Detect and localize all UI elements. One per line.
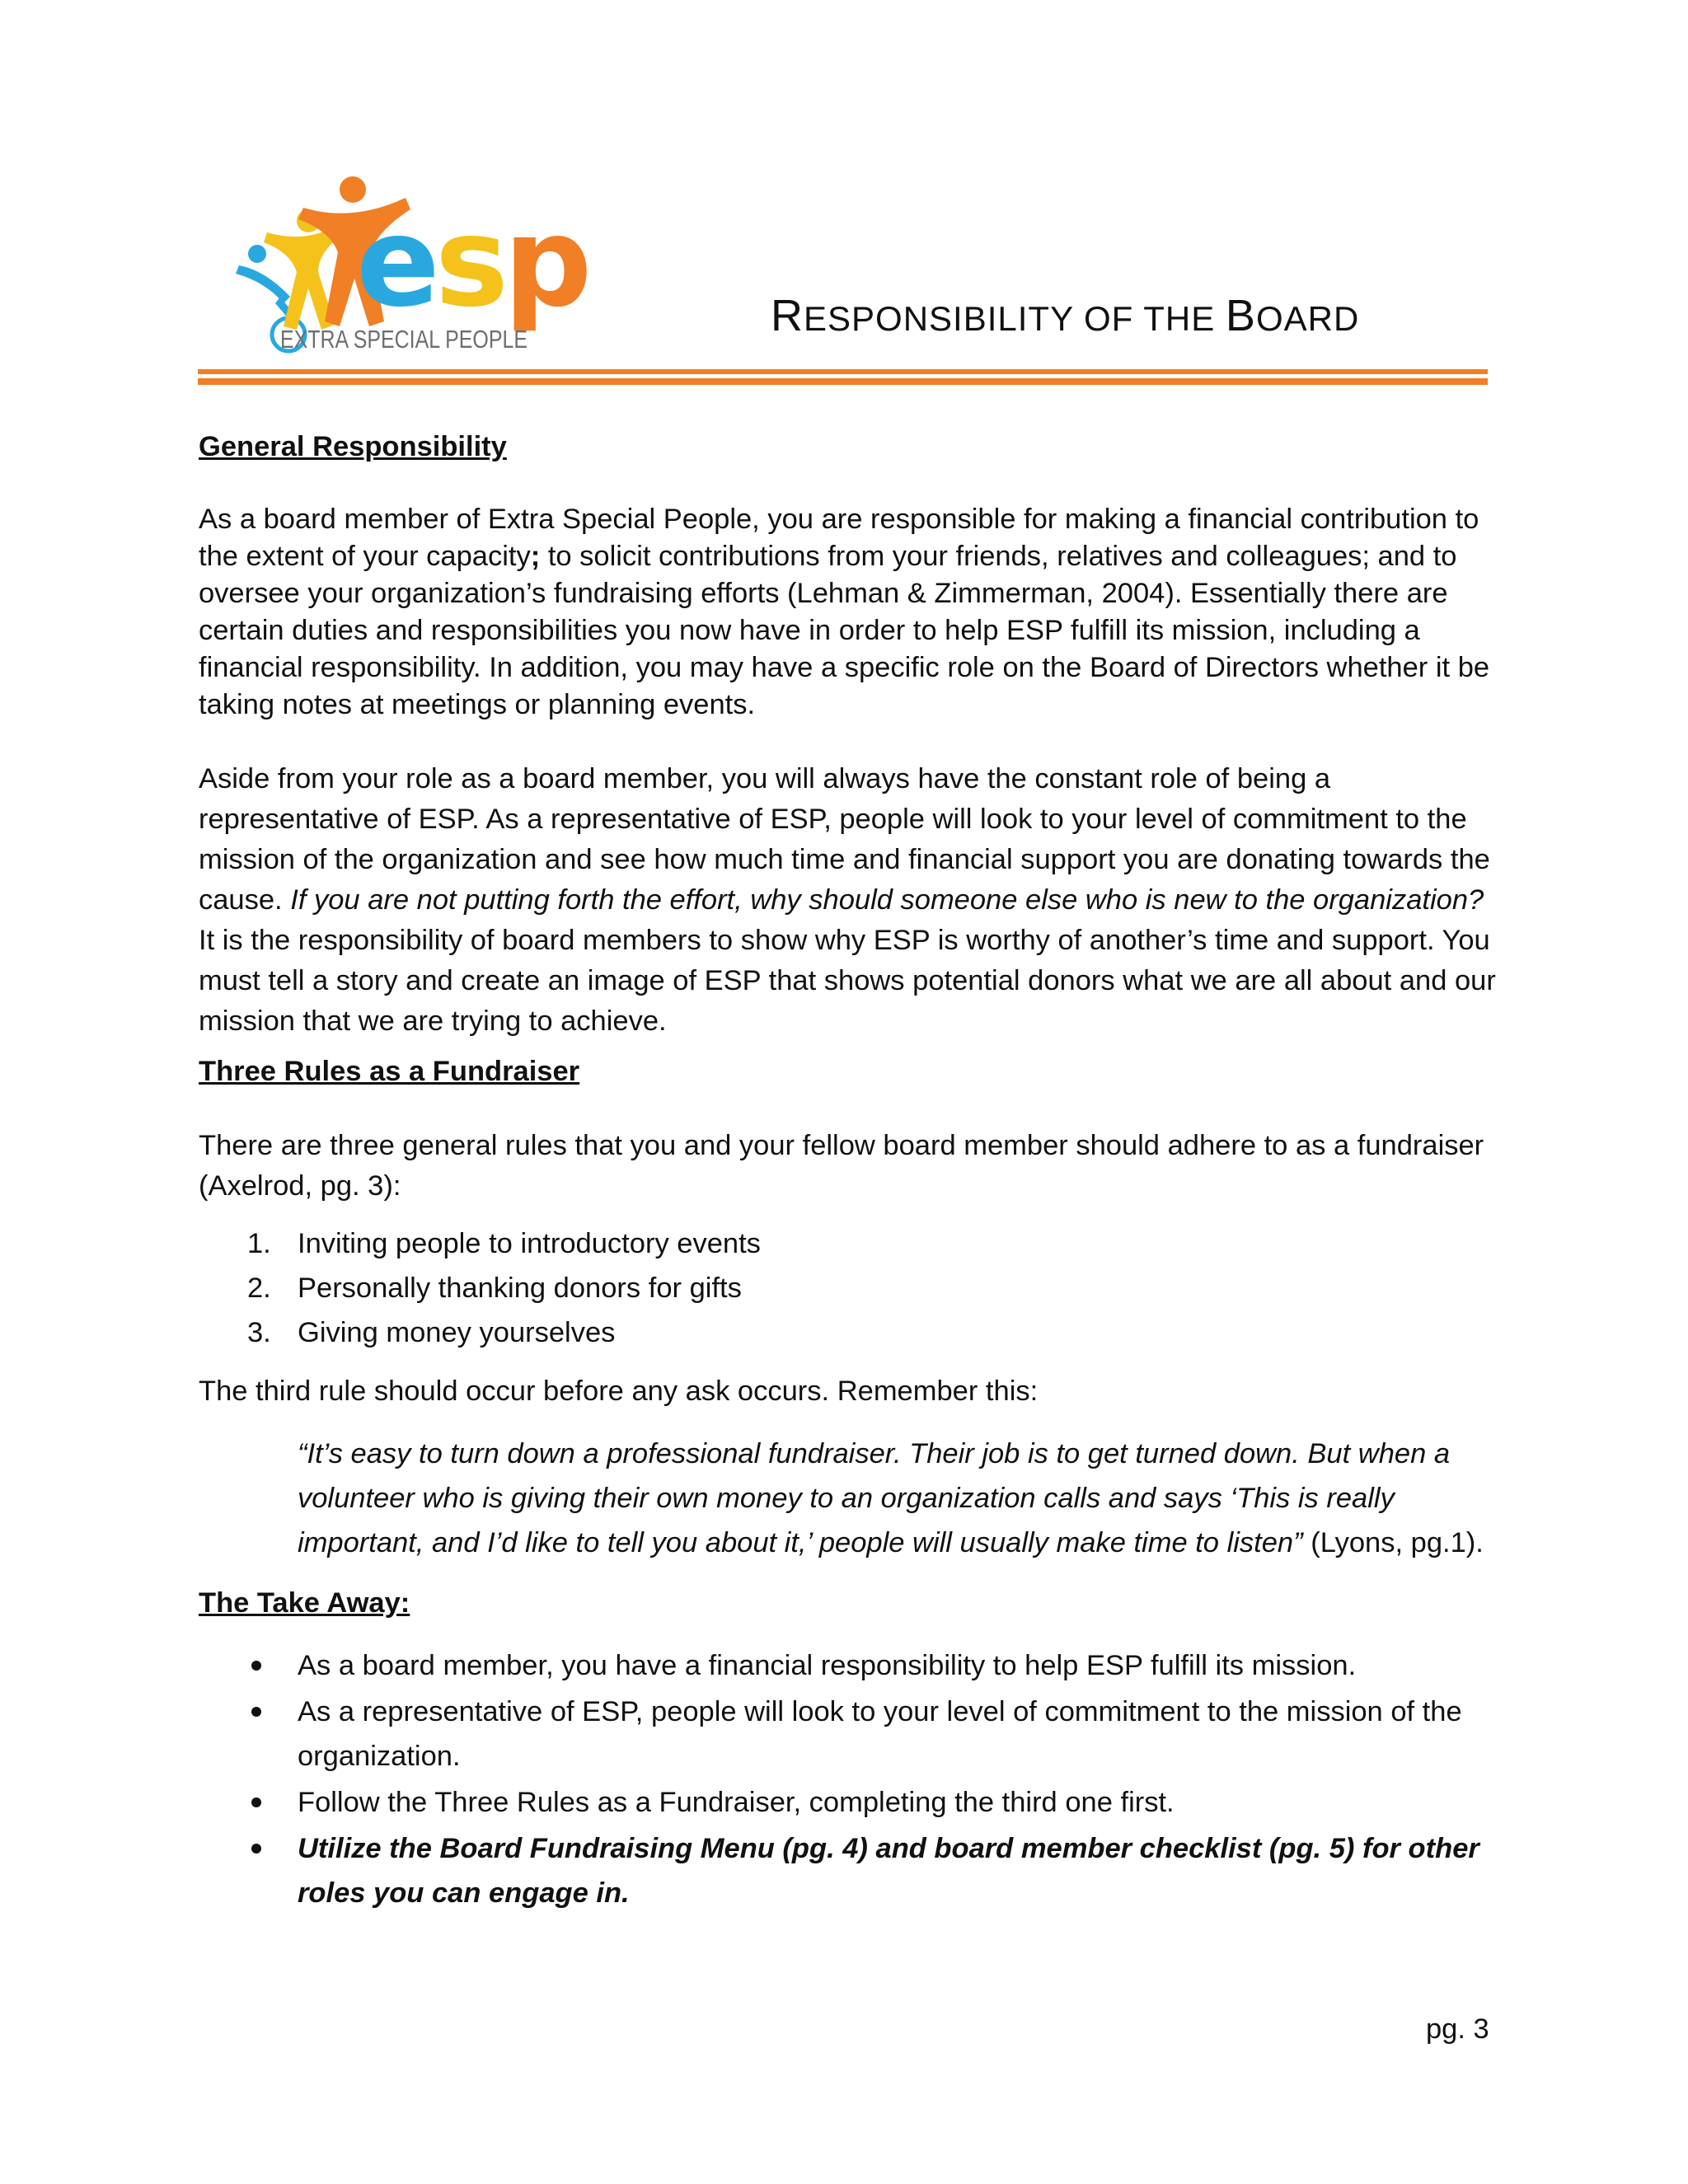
list-item: 3. Giving money yourselves xyxy=(247,1317,616,1348)
block-quote: “It’s easy to turn down a professional fundraiser. Their job is to get turned down. But when a volunteer who is giving their own money to an organization calls and says ‘This is really important, and I’d like to tell you about it,’ people will usually make time to listen” (Lyons, pg.1). xyxy=(298,1438,1484,1558)
header-divider-bottom xyxy=(198,378,1488,385)
section-heading-general: General Responsibility xyxy=(199,431,507,462)
bullet-icon xyxy=(251,1797,261,1807)
rules-list xyxy=(199,1221,1501,1355)
list-item: 2. Personally thanking donors for gifts xyxy=(247,1272,742,1304)
bullet-icon xyxy=(251,1707,261,1717)
takeaway-list xyxy=(199,1643,1501,1915)
general-paragraph-1: As a board member of Extra Special People, you are responsible for making a financial contribution to the extent of your capacity; to solicit contributions from your friends, relatives and colleagues; and to oversee your organization’s fundraising efforts (Lehman & Zimmerman, 2004). Essentially there are certain duties and responsibilities you now have in order to help ESP fulfill its mission, including a financial responsibility. In addition, you may have a specific role on the Board of Directors whether it be taking notes at meetings or planning events. xyxy=(199,504,1490,720)
list-item: Follow the Three Rules as a Fundraiser, completing the third one first. xyxy=(199,1780,1501,1825)
general-paragraph-2: Aside from your role as a board member, you will always have the constant role of being a representative of ESP. As a representative of ESP, people will look to your level of commitment to the mission of the organization and see how much time and financial support you are donating towards the cause. If you are not putting forth the effort, why should someone else who is new to the organization? It is the responsibility of board members to show why ESP is worthy of another’s time and support. You must tell a story and create an image of ESP that shows potential donors what we are all about and our mission that we are trying to achieve. xyxy=(199,763,1496,1037)
logo-tagline: EXTRA SPECIAL PEOPLE xyxy=(280,325,528,354)
svg-text:esp: esp xyxy=(356,191,588,335)
page-title: RESPONSIBILITY OF THE BOARD xyxy=(771,291,1360,340)
section-heading-takeaway: The Take Away: xyxy=(199,1587,410,1619)
page-number: pg. 3 xyxy=(1426,2013,1489,2045)
list-item: As a board member, you have a financial responsibility to help ESP fulfill its mission. xyxy=(199,1643,1501,1688)
esp-logo xyxy=(232,173,620,354)
bullet-icon xyxy=(251,1661,261,1671)
header-divider-top xyxy=(198,369,1488,374)
rules-intro: There are three general rules that you and your fellow board member should adhere to as a fundraiser (Axelrod, pg. 3): xyxy=(199,1130,1484,1202)
rules-after-text: The third rule should occur before any ask occurs. Remember this: xyxy=(199,1376,1039,1407)
list-item: As a representative of ESP, people will look to your level of commitment to the mission of the organization. xyxy=(199,1690,1501,1779)
list-item: Utilize the Board Fundraising Menu (pg. 4) and board member checklist (pg. 5) for other roles you can engage in. xyxy=(199,1826,1501,1915)
section-heading-rules: Three Rules as a Fundraiser xyxy=(199,1056,580,1087)
bullet-icon xyxy=(251,1844,261,1854)
document-body xyxy=(199,429,1501,1917)
list-item: 1. Inviting people to introductory events xyxy=(247,1228,761,1259)
